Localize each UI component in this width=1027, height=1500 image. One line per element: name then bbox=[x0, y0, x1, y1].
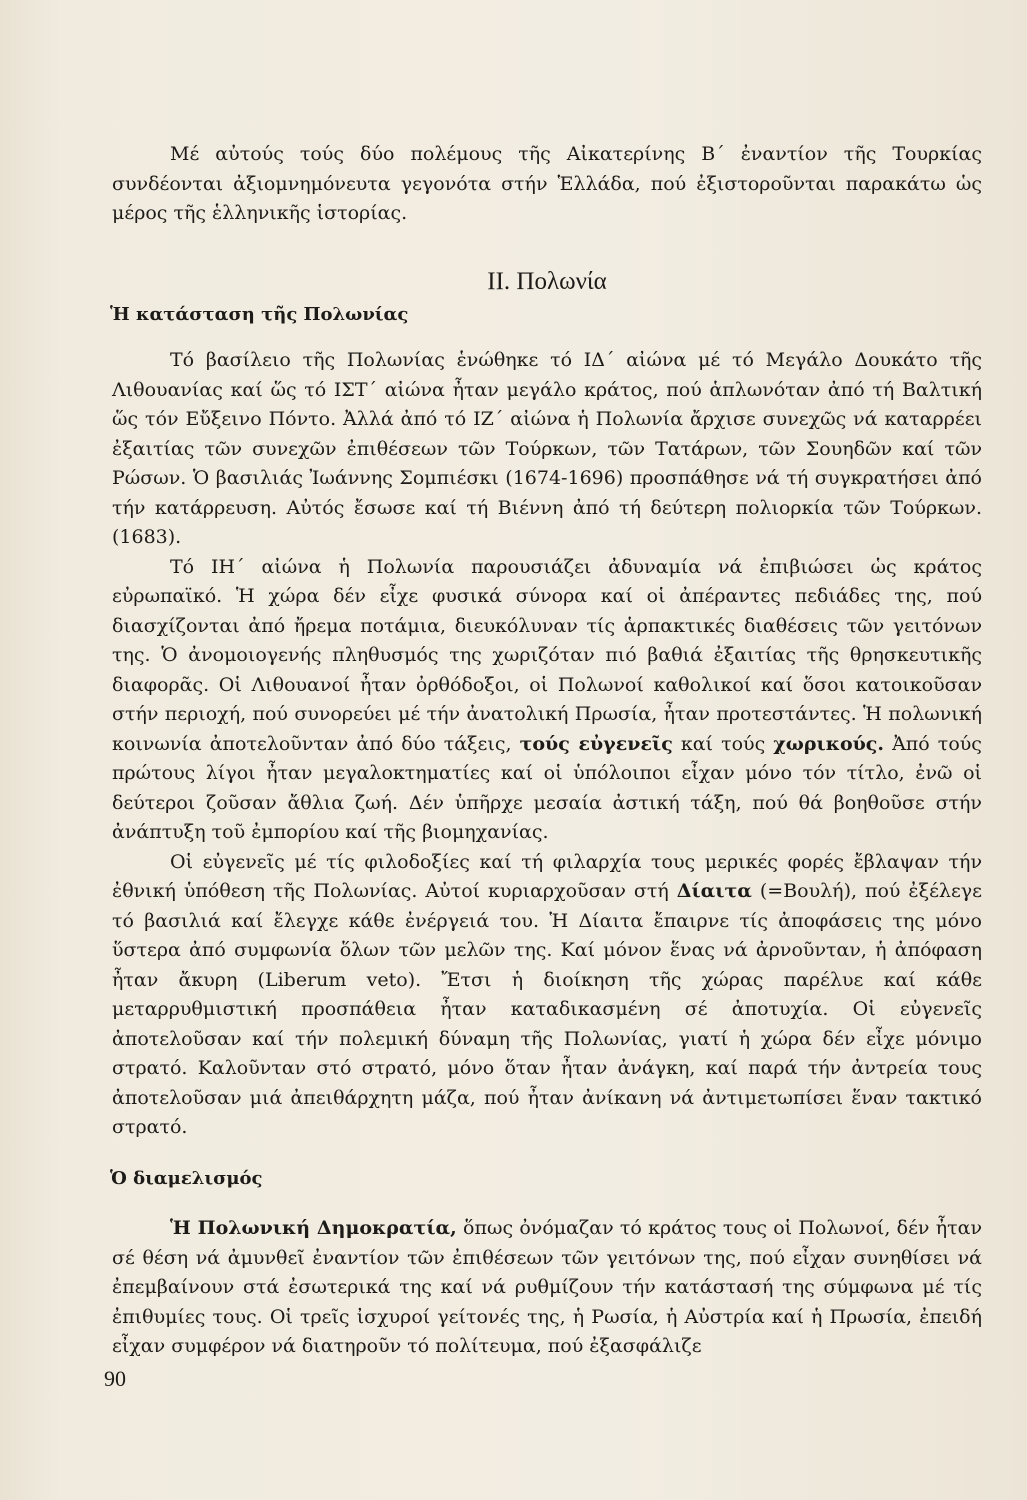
paragraph-2 bbox=[112, 553, 982, 848]
body-block-2 bbox=[112, 1214, 982, 1362]
bold-peasants: χωρικούς. bbox=[773, 732, 884, 755]
paragraph-3-text-c: (=Βουλή), πού ἐξέλεγε τό βασιλιά καί ἔλεγχε κάθε ἐνέργειά του. Ἡ Δίαιτα ἔπαιρνε τίς ἀποφάσεις της μόνο ὕστερα ἀπό συμφωνία ὅλων τῶν μελῶν της. Καί μόνον ἕνας νά ἀρνοῦνταν, ἡ ἀπόφαση ἦταν ἄκυρη (Liberum veto). Ἔτσι ἡ διοίκηση τῆς χώρας παρέλυε καί κάθε μεταρρυθμιστική προσπάθεια ἦταν καταδικασμένη σέ ἀποτυχία. Οἱ εὐγενεῖς ἀποτελοῦσαν καί τήν πολεμική δύναμη τῆς Πολωνίας, γιατί ἡ χώρα δέν εἶχε μόνιμο στρατό. Καλοῦνταν στό στρατό, μόνο ὅταν ἦταν ἀνάγκη, καί παρά τήν ἀντρεία τους ἀποτελοῦσαν μιά ἀπειθάρχητη μάζα, πού ἦταν ἀνίκανη νά ἀντιμετωπίσει ἕναν τακτικό στρατό. bbox=[112, 880, 982, 1138]
section-title: ΙΙ. Πολωνία bbox=[487, 268, 607, 295]
paragraph-2-text-a: Τό ΙΗ΄ αἰώνα ἡ Πολωνία παρουσιάζει ἀδυναμία νά ἐπιβιώσει ὡς κράτος εὐρωπαϊκό. Ἡ χώρα δέν εἶχε φυσικά σύνορα καί οἱ ἀπέραντες πεδιάδες της, πού διασχίζονται ἀπό ἤρεμα ποτάμια, διευκόλυναν τίς ἁρπακτικές διαθέσεις τῶν γειτόνων της. Ὁ ἀνομοιογενής πληθυσμός της χωριζόταν πιό βαθιά ἐξαιτίας τῆς θρησκευτικῆς διαφορᾶς. Οἱ Λιθουανοί ἦταν ὀρθόδοξοι, οἱ Πολωνοί καθολικοί καί ὅσοι κατοικοῦσαν στήν περιοχή, πού συνορεύει μέ τήν ἀνατολική Πρωσία, ἦταν προτεστάντες. Ἡ πολωνική κοινωνία ἀποτελοῦνταν ἀπό δύο τάξεις, bbox=[112, 555, 982, 755]
paragraph-2-text-c: Ἀπό τούς πρώτους λίγοι ἦταν μεγαλοκτηματίες καί οἱ ὑπόλοιποι εἶχαν μόνο τόν τίτλο, ἐνῶ οἱ δεύτεροι ζοῦσαν ἄθλια ζωή. Δέν ὑπῆρχε μεσαία ἀστική τάξη, πού θά βοηθοῦσε στήν ἀνάπτυξη τοῦ ἐμπορίου καί τῆς βιομηχανίας. bbox=[112, 732, 982, 843]
page-number: 90 bbox=[104, 1366, 126, 1391]
paragraph-4-text: ὅπως ὀνόμαζαν τό κράτος τους οἱ Πολωνοί, δέν ἦταν σέ θέση νά ἀμυνθεῖ ἐναντίον τῶν ἐπιθέσεων τῶν γειτόνων της, πού εἶχαν συνηθίσει νά ἐπεμβαίνουν στά ἐσωτερικά της καί νά ρυθμίζουν τήν κατάστασή της σύμφωνα μέ τίς ἐπιθυμίες τους. Οἱ τρεῖς ἰσχυροί γείτονές της, ἡ Ρωσία, ἡ Αὐστρία καί ἡ Πρωσία, ἐπειδή εἶχαν συμφέρον νά διατηροῦν τό πολίτευμα, πού ἐξασφάλιζε bbox=[112, 1217, 982, 1357]
paragraph-4 bbox=[112, 1214, 982, 1362]
bold-nobles: τούς εὐγενεῖς bbox=[519, 732, 673, 755]
paragraph-3 bbox=[112, 848, 982, 1143]
paragraph-3-text-a: Οἱ εὐγενεῖς μέ τίς φιλοδοξίες καί τή φιλαρχία τους μερικές φορές ἔβλαψαν τήν ἐθνική ὑπόθεση τῆς Πολωνίας. Αὐτοί κυριαρχοῦσαν στή bbox=[112, 850, 982, 902]
paragraph-2-and: καί τούς bbox=[680, 732, 766, 755]
intro-text: Μέ αὐτούς τούς δύο πολέμους τῆς Αἰκατερίνης Β΄ ἐναντίον τῆς Τουρκίας συνδέονται ἀξιομνημόνευτα γεγονότα στήν Ἑλλάδα, πού ἐξιστοροῦνται παρακάτω ὡς μέρος τῆς ἑλληνικῆς ἱστορίας. bbox=[112, 143, 982, 224]
bold-diet: Δίαιτα bbox=[676, 880, 752, 902]
subheading-partition: Ὁ διαμελισμός bbox=[110, 1168, 263, 1189]
intro-paragraph bbox=[112, 140, 982, 229]
paragraph-1: Τό βασίλειο τῆς Πολωνίας ἑνώθηκε τό ΙΔ΄ αἰώνα μέ τό Μεγάλο Δουκάτο τῆς Λιθουανίας καί ὥς τό ΙΣΤ΄ αἰώνα ἦταν μεγάλο κράτος, πού ἁπλωνόταν ἀπό τή Βαλτική ὥς τόν Εὔξεινο Πόντο. Ἀλλά ἀπό τό ΙΖ΄ αἰώνα ἡ Πολωνία ἄρχισε συνεχῶς νά καταρρέει ἐξαιτίας τῶν συνεχῶν ἐπιθέσεων τῶν Τούρκων, τῶν Τατάρων, τῶν Σουηδῶν καί τῶν Ρώσων. Ὁ βασιλιάς Ἰωάννης Σομπιέσκι (1674-1696) προσπάθησε νά τή συγκρατήσει ἀπό τήν κατάρρευση. Αὐτός ἔσωσε καί τή Βιέννη ἀπό τή δεύτερη πολιορκία τῶν Τούρκων. (1683). bbox=[112, 349, 982, 548]
subheading-situation: Ἡ κατάσταση τῆς Πολωνίας bbox=[110, 304, 409, 325]
bold-polish-republic: Ἡ Πολωνική Δημοκρατία, bbox=[170, 1217, 457, 1239]
body-block-1 bbox=[112, 346, 982, 1143]
